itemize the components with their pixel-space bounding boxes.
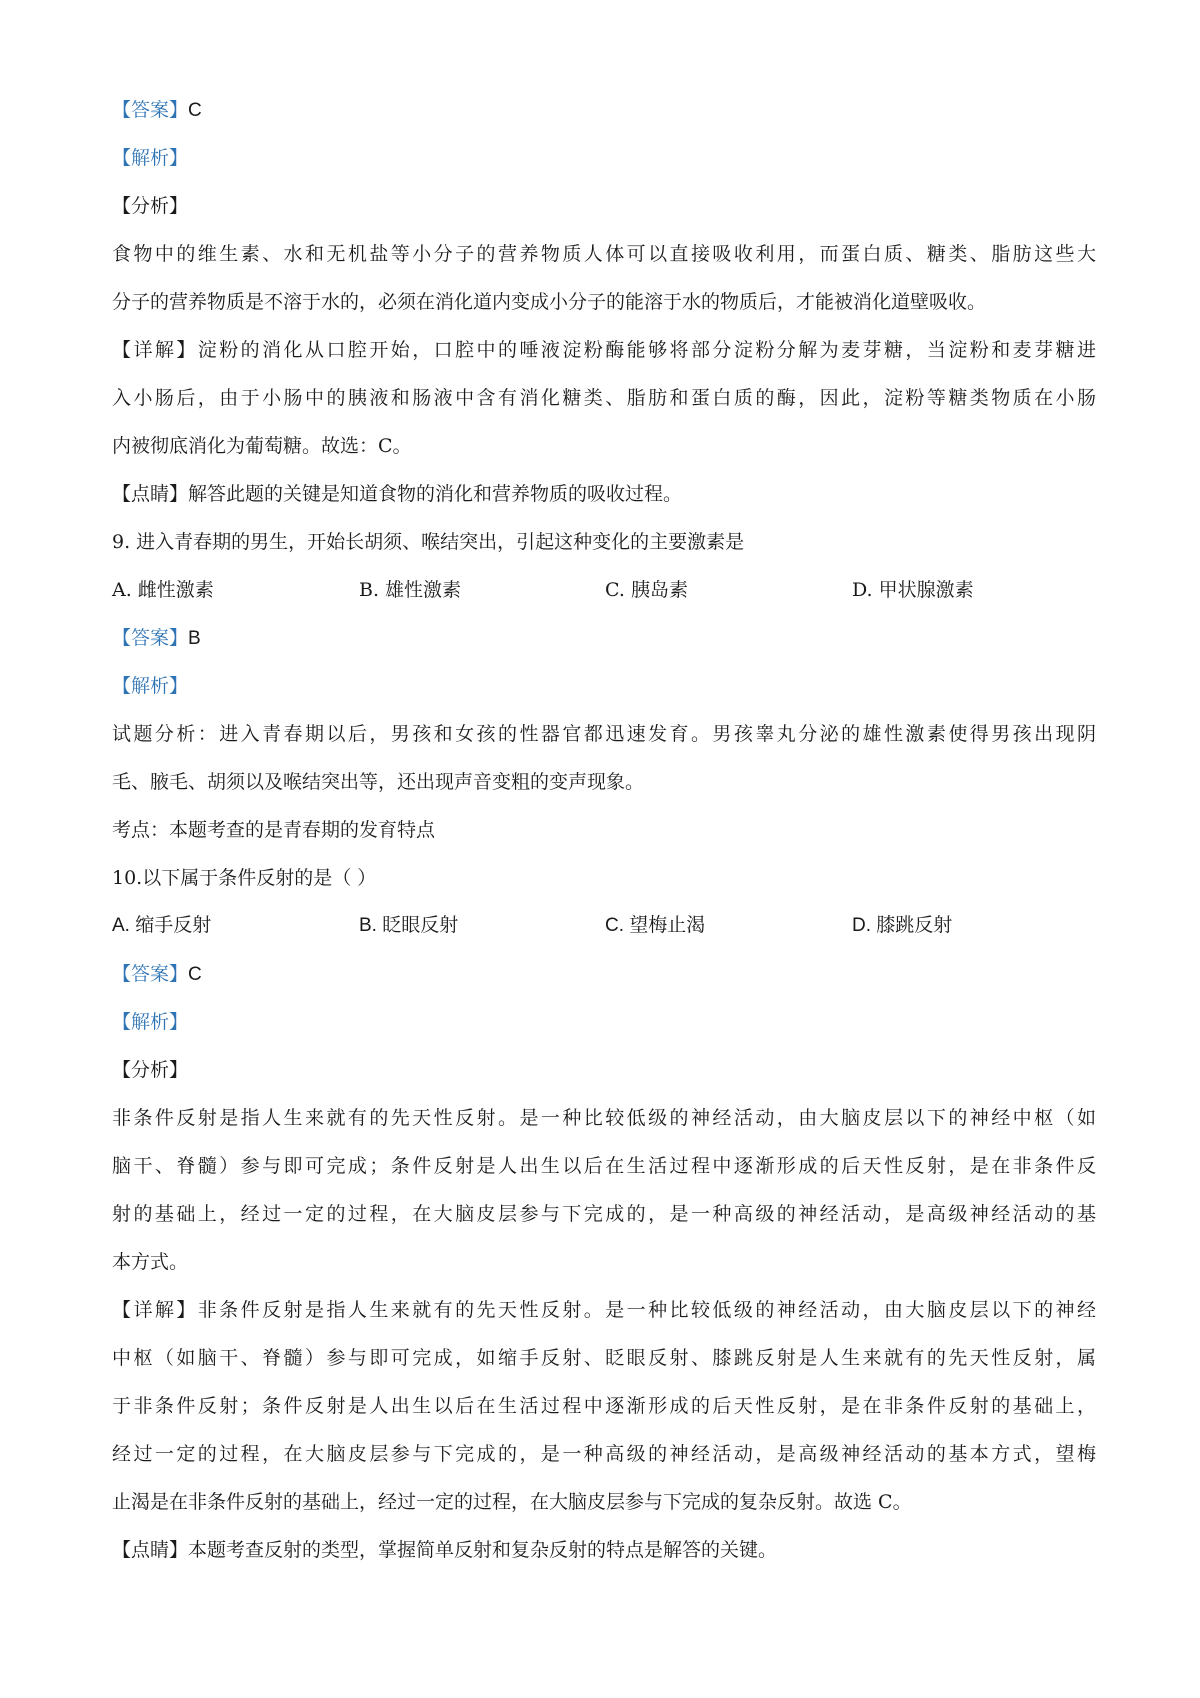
dianjing-text: 解答此题的关键是知道食物的消化和营养物质的吸收过程。 (188, 483, 683, 505)
q10-option-b: B. 眨眼反射 (359, 915, 459, 936)
answer-tag: 【答案】 (112, 99, 189, 121)
q10-dianjing-text: 本题考查反射的类型，掌握简单反射和复杂反射的特点是解答的关键。 (188, 1539, 778, 1561)
question-10-stem: 10.以下属于条件反射的是（ ） (112, 867, 377, 889)
q10-xiangjie-paragraph-line: 中枢（如脑干、脊髓）参与即可完成，如缩手反射、眨眼反射、膝跳反射是人生来就有的先天性反射，属 (112, 1347, 1096, 1369)
q9-answer-tag: 【答案】 (112, 627, 189, 649)
q10-fenxi-line: 非条件反射是指人生来就有的先天性反射。是一种比较低级的神经活动，由大脑皮层以下的神经中枢（如 (112, 1107, 1096, 1129)
q10-option-d: D. 膝跳反射 (852, 915, 953, 936)
xiangjie-text: 淀粉的消化从口腔开始，口腔中的唾液淀粉酶能够将部分淀粉分解为麦芽糖，当淀粉和麦芽糖进 (197, 339, 1096, 361)
xiangjie-paragraph-line: 入小肠后，由于小肠中的胰液和肠液中含有消化糖类、脂肪和蛋白质的酶，因此，淀粉等糖类物质在小肠 (112, 387, 1096, 409)
q10-analysis-tag: 【解析】 (112, 1011, 189, 1033)
dianjing-line (112, 482, 682, 506)
q10-option-c: C. 望梅止渴 (605, 915, 706, 936)
q9-kaodian: 考点：本题考查的是青春期的发育特点 (112, 819, 436, 841)
q9-option-d: D. 甲状腺激素 (852, 579, 974, 601)
xiangjie-tag: 【详解】 (112, 339, 198, 361)
q10-fenxi-line: 本方式。 (112, 1251, 189, 1273)
q9-answer-line (112, 626, 201, 651)
q9-analysis-tag: 【解析】 (112, 675, 189, 697)
q10-xiangjie-paragraph-line: 于非条件反射；条件反射是人出生以后在生活过程中逐渐形成的后天性反射，是在非条件反射的基础上， (112, 1395, 1096, 1417)
xiangjie-paragraph-line: 内被彻底消化为葡萄糖。故选：C。 (112, 435, 412, 457)
fenxi-paragraph-line: 分子的营养物质是不溶于水的，必须在消化道内变成小分子的能溶于水的物质后，才能被消化道壁吸收。 (112, 291, 987, 313)
q10-xiangjie-line (112, 1298, 1096, 1322)
q9-option-a: A. 雌性激素 (112, 579, 214, 601)
q10-xiangjie-paragraph-line: 经过一定的过程，在大脑皮层参与下完成的，是一种高级的神经活动，是高级神经活动的基本方式，望梅 (112, 1443, 1096, 1465)
q9-option-b: B. 雄性激素 (359, 579, 462, 601)
xiangjie-line (112, 338, 1096, 362)
q9-answer-value: B (188, 628, 201, 649)
q10-fenxi-line: 射的基础上，经过一定的过程，在大脑皮层参与下完成的，是一种高级的神经活动，是高级神经活动的基 (112, 1203, 1096, 1225)
q10-dianjing-line (112, 1538, 777, 1562)
q10-answer-value: C (188, 964, 202, 985)
question-9-stem: 9. 进入青春期的男生，开始长胡须、喉结突出，引起这种变化的主要激素是 (112, 531, 745, 553)
q10-xiangjie-paragraph-line: 止渴是在非条件反射的基础上，经过一定的过程，在大脑皮层参与下完成的复杂反射。故选 C。 (112, 1491, 912, 1513)
q10-fenxi-line: 脑干、脊髓）参与即可完成；条件反射是人出生以后在生活过程中逐渐形成的后天性反射，是在非条件反 (112, 1155, 1096, 1177)
q9-option-c: C. 胰岛素 (605, 579, 688, 601)
answer-value: C (188, 100, 202, 121)
q9-analysis-line: 试题分析：进入青春期以后，男孩和女孩的性器官都迅速发育。男孩睾丸分泌的雄性激素使得男孩出现阴 (112, 723, 1096, 745)
q10-option-a: A. 缩手反射 (112, 915, 212, 936)
q10-dianjing-tag: 【点睛】 (112, 1539, 189, 1561)
q10-answer-line (112, 962, 202, 987)
q10-fenxi-tag: 【分析】 (112, 1059, 189, 1081)
q10-answer-tag: 【答案】 (112, 963, 189, 985)
fenxi-tag: 【分析】 (112, 195, 189, 217)
q10-xiangjie-text: 非条件反射是指人生来就有的先天性反射。是一种比较低级的神经活动，由大脑皮层以下的神经 (197, 1299, 1096, 1321)
q10-xiangjie-tag: 【详解】 (112, 1299, 198, 1321)
answer-line (112, 98, 202, 123)
fenxi-paragraph-line: 食物中的维生素、水和无机盐等小分子的营养物质人体可以直接吸收利用，而蛋白质、糖类、脂肪这些大 (112, 243, 1096, 265)
dianjing-tag: 【点睛】 (112, 483, 189, 505)
analysis-tag: 【解析】 (112, 147, 189, 169)
q9-analysis-line: 毛、腋毛、胡须以及喉结突出等，还出现声音变粗的变声现象。 (112, 771, 645, 793)
